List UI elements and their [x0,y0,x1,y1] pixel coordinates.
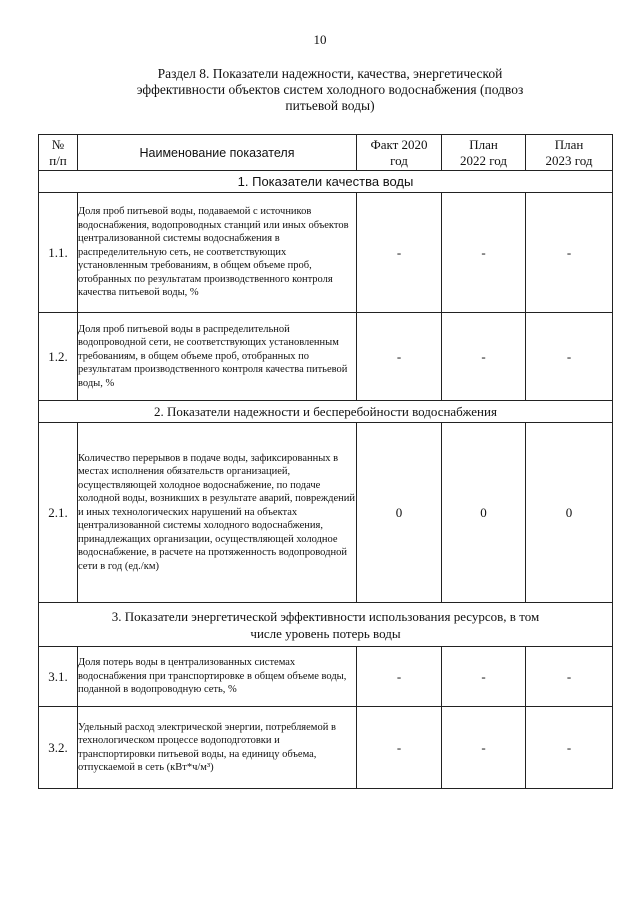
row-num: 1.1. [39,193,78,313]
row-fact: - [357,647,442,707]
row-plan-2023: - [526,647,613,707]
row-num: 2.1. [39,423,78,603]
header-num-line-1: № [51,136,65,152]
row-name: Удельный расход электрической энергии, потребляемой в технологическом процессе водоподготовки и транспортировки питьевой воды, на единицу объема, отпускаемой в сеть (кВт*ч/м³) [78,707,357,789]
header-fact-line-2: год [390,152,408,168]
header-plan-2023-line-1: План [554,136,584,152]
row-fact: - [357,193,442,313]
row-plan-2022: - [442,707,526,789]
header-num-line-2: п/п [49,152,67,168]
header-num [39,135,78,171]
group-label-3-line-1: 3. Показатели энергетической эффективности использования ресурсов, в том [111,608,540,624]
group-label-3-line-2: числе уровень потерь воды [250,625,401,641]
row-fact: - [357,707,442,789]
row-plan-2022: - [442,313,526,401]
row-plan-2023: - [526,313,613,401]
header-name: Наименование показателя [78,135,357,171]
group-row-3 [39,603,613,647]
group-row-1 [39,171,613,193]
header-plan-2023-line-2: 2023 год [545,152,593,168]
header-plan-2023 [526,135,613,171]
section-title-line-1: Раздел 8. Показатели надежности, качества, энергетической [157,66,503,81]
header-fact-line-1: Факт 2020 [370,136,428,152]
table-row [39,313,613,401]
row-name: Доля потерь воды в централизованных системах водоснабжения при транспортировке в общем объеме воды, поданной в водопроводную сеть, % [78,647,357,707]
group-label-1 [39,171,613,193]
header-row [39,135,613,171]
indicators-table [38,134,613,789]
row-name: Доля проб питьевой воды, подаваемой с источников водоснабжения, водопроводных станций или иных объектов централизованной системы водоснабжения в распределительную сеть, не соответствующих установленным требованиям, в общем объеме проб, отобранных по результатам производственного контроля качества питьевой воды, % [78,193,357,313]
row-plan-2022: - [442,193,526,313]
row-name: Доля проб питьевой воды в распределительной водопроводной сети, не соответствующих установленным требованиям, в общем объеме проб, отобранных по результатам производственного контроля качества питьевой воды, % [78,313,357,401]
table-row [39,647,613,707]
group-row-2 [39,401,613,423]
section-title-line-2: эффективности объектов систем холодного водоснабжения (подвоз [136,82,524,97]
row-name: Количество перерывов в подаче воды, зафиксированных в местах исполнения обязательств организацией, осуществляющей холодное водоснабжение, по подаче холодной воды, возникших в результате аварий, повреждений и иных технологических нарушений на объектах централизованной системы холодного водоснабжения, принадлежащих организации, осуществляющей холодное водоснабжение, в расчете на протяженность водопроводной сети в год (ед./км) [78,423,357,603]
row-plan-2023: 0 [526,423,613,603]
table-row [39,707,613,789]
row-num: 3.1. [39,647,78,707]
header-plan-2022-line-1: План [469,136,498,152]
row-plan-2022: 0 [442,423,526,603]
table-row [39,423,613,603]
row-fact: - [357,313,442,401]
row-num: 1.2. [39,313,78,401]
table-row [39,193,613,313]
group-label-2: 2. Показатели надежности и бесперебойности водоснабжения [39,401,613,423]
header-plan-2022 [442,135,526,171]
row-num: 3.2. [39,707,78,789]
header-plan-2022-line-2: 2022 год [460,152,507,168]
section-title-line-3: питьевой воды) [285,98,375,113]
header-fact-2020 [357,135,442,171]
row-fact: 0 [357,423,442,603]
row-plan-2023: - [526,193,613,313]
section-title [110,66,550,114]
group-label-3 [39,603,613,647]
page-number: 10 [313,32,327,47]
group-label-1-text: 1. Показатели качества воды [237,174,414,189]
row-plan-2023: - [526,707,613,789]
row-plan-2022: - [442,647,526,707]
